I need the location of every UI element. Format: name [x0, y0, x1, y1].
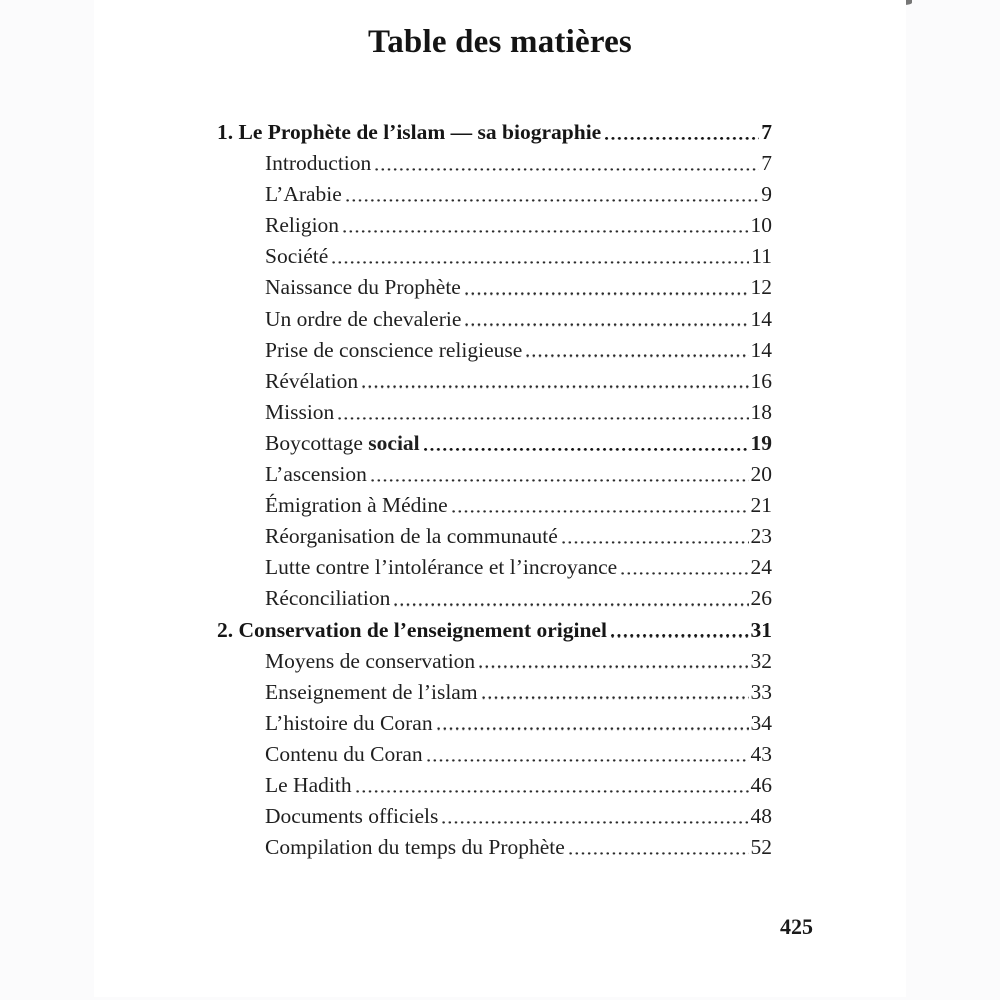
- toc-entry-page: 14: [750, 306, 772, 331]
- toc-entry-page: 10: [750, 213, 772, 238]
- toc-entry-page: 16: [750, 368, 772, 393]
- table-of-contents: [217, 117, 772, 863]
- dot-leader: [465, 323, 748, 326]
- toc-entry: [217, 583, 772, 614]
- dot-leader: [482, 696, 749, 699]
- toc-entry: [217, 552, 772, 583]
- toc-entry: [217, 490, 772, 521]
- dot-leader: [562, 541, 749, 544]
- dot-leader: [605, 137, 759, 140]
- toc-entry-page: 14: [750, 337, 772, 362]
- toc-entry: [217, 739, 772, 770]
- dot-leader: [394, 603, 748, 606]
- toc-entry: [217, 646, 772, 677]
- dot-leader: [452, 510, 749, 513]
- dot-leader: [356, 790, 749, 793]
- toc-entry-label: 1. Le Prophète de l’islam — sa biographie: [217, 120, 602, 144]
- toc-entry-label: Société: [265, 244, 329, 269]
- dot-leader: [427, 759, 749, 762]
- toc-entry: [217, 677, 772, 708]
- dot-leader: [526, 354, 748, 357]
- toc-entry-page: 34: [750, 710, 772, 735]
- toc-entry-label: Religion: [265, 213, 340, 238]
- toc-entry-label: L’histoire du Coran: [265, 710, 433, 735]
- toc-entry-label: Lutte contre l’intolérance et l’incroyance: [265, 555, 618, 580]
- toc-entry-label: Le Hadith: [265, 772, 352, 797]
- dot-leader: [611, 634, 749, 637]
- toc-entry-label: 2. Conservation de l’enseignement originel: [217, 617, 607, 642]
- dot-leader: [569, 852, 749, 855]
- toc-entry: [217, 335, 772, 366]
- toc-entry: [217, 428, 772, 459]
- toc-entry-label: Émigration à Médine: [265, 493, 448, 518]
- toc-entry-label: Boycottage: [265, 430, 369, 455]
- toc-entry-label: Mission: [265, 399, 335, 424]
- toc-entry-label: Un ordre de chevalerie: [265, 306, 462, 331]
- toc-entry: [217, 832, 772, 863]
- toc-entry-page: 31: [750, 617, 772, 642]
- toc-entry-page: 24: [750, 555, 772, 580]
- toc-entry-page: 52: [750, 835, 772, 860]
- dot-leader: [437, 727, 749, 730]
- toc-entry: [217, 615, 772, 646]
- toc-entry: [217, 272, 772, 303]
- toc-entry: [217, 770, 772, 801]
- toc-entry-page: 21: [750, 493, 772, 518]
- toc-entry-page: 46: [750, 772, 772, 797]
- toc-entry-label: L’ascension: [265, 462, 367, 487]
- dot-leader: [442, 821, 748, 824]
- toc-entry: [217, 801, 772, 832]
- toc-entry: [217, 459, 772, 490]
- toc-entry: [217, 708, 772, 739]
- dot-leader: [465, 292, 749, 295]
- dot-leader: [371, 479, 749, 482]
- toc-entry: [217, 179, 772, 210]
- toc-entry-page: 11: [751, 244, 772, 269]
- toc-entry-label: Prise de conscience religieuse: [265, 337, 523, 362]
- toc-entry-label: Enseignement de l’islam: [265, 679, 478, 704]
- dot-leader: [332, 261, 749, 264]
- toc-entry-page: 7: [761, 120, 772, 144]
- toc-entry-page: 19: [750, 430, 772, 455]
- page-title: Table des matières: [368, 24, 632, 60]
- toc-entry: [217, 117, 772, 148]
- toc-entry: [217, 397, 772, 428]
- toc-entry-page: 48: [750, 804, 772, 829]
- toc-entry-label: Documents officiels: [265, 804, 439, 829]
- toc-entry-page: 18: [750, 399, 772, 424]
- dot-leader: [424, 448, 749, 451]
- dot-leader: [346, 199, 759, 202]
- toc-entry: [217, 366, 772, 397]
- toc-entry: [217, 210, 772, 241]
- toc-entry: [217, 304, 772, 335]
- toc-entry-page: 32: [750, 648, 772, 673]
- toc-entry-label: Introduction: [265, 151, 372, 176]
- toc-entry-page: 23: [750, 524, 772, 549]
- toc-entry-label: Révélation: [265, 368, 359, 393]
- toc-entry-label: Réorganisation de la communauté: [265, 524, 558, 549]
- toc-entry: [217, 148, 772, 179]
- dot-leader: [343, 230, 748, 233]
- dot-leader: [338, 417, 748, 420]
- dot-leader: [621, 572, 748, 575]
- toc-entry-page: 26: [750, 586, 772, 611]
- book-page: [94, 0, 906, 997]
- toc-entry-label: Contenu du Coran: [265, 741, 423, 766]
- toc-entry-page: 20: [750, 462, 772, 487]
- toc-entry-label: Compilation du temps du Prophète: [265, 835, 565, 860]
- toc-entry-label: Moyens de conservation: [265, 648, 476, 673]
- toc-entry-page: 33: [750, 679, 772, 704]
- toc-entry-label: Réconciliation: [265, 586, 391, 611]
- toc-entry-page: 12: [750, 275, 772, 300]
- dot-leader: [479, 665, 748, 668]
- toc-entry-label: Naissance du Prophète: [265, 275, 461, 300]
- dot-leader: [362, 385, 748, 388]
- dot-leader: [375, 168, 759, 171]
- toc-entry-label-bold: social: [368, 430, 420, 455]
- toc-entry-page: 7: [761, 151, 772, 176]
- toc-entry: [217, 521, 772, 552]
- toc-entry-page: 43: [750, 741, 772, 766]
- toc-entry-page: 9: [761, 182, 772, 207]
- page-number: 425: [780, 914, 813, 939]
- toc-entry-label: L’Arabie: [265, 182, 342, 207]
- toc-entry: [217, 241, 772, 272]
